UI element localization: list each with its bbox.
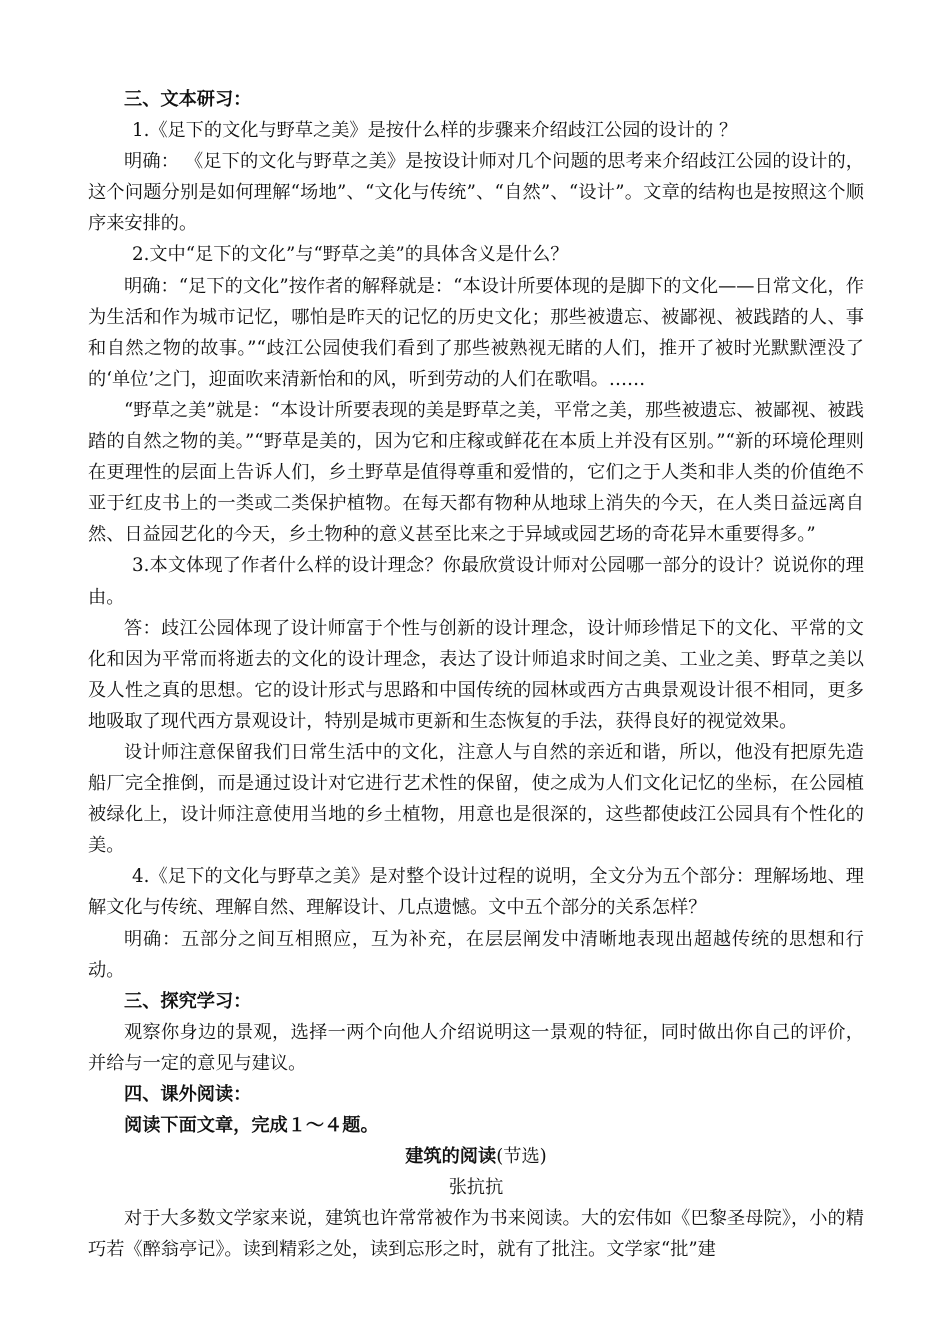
answer-2-part-2: “野草之美”就是：“本设计所要表现的美是野草之美，平常之美，那些被遗忘、被鄙视、被践踏的自然之物的美。”“野草是美的，因为它和庄稼或鲜花在本质上并没有区别。”“新的环境伦理则在更理性的层面上告诉人们，乡土野草是值得尊重和爱惜的，它们之于人类和非人类的价值绝不亚于红皮书上的一类或二类保护植物。在每天都有物种从地球上消失的今天，在人类日益远离自然、日益园艺化的今天，乡土物种的意义甚至比来之于异域或园艺场的奇花异木重要得多。”: [88, 399, 864, 546]
answer-2-part-1: 明确：“足下的文化”按作者的解释就是：“本设计所要体现的是脚下的文化——日常文化，作为生活和作为城市记忆，哪怕是昨天的记忆的历史文化；那些被遗忘、被鄙视、被践踏的人、事和自然之物的故事。”“歧江公园使我们看到了那些被熟视无睹的人们，推开了被时光默默湮没了的‘单位’之门，迎面吹来清新怡和的风，听到劳动的人们在歌唱。……: [88, 275, 864, 390]
question-2: 2.文中“足下的文化”与“野草之美”的具体含义是什么？: [132, 244, 569, 266]
explore-text: 观察你身边的景观，选择一两个向他人介绍说明这一景观的特征，同时做出你自己的评价，并给与一定的意见与建议。: [88, 1021, 864, 1074]
answer-3-part-2: 设计师注意保留我们日常生活中的文化，注意人与自然的亲近和谐，所以，他没有把原先造船厂完全推倒，而是通过设计对它进行艺术性的保留，使之成为人们文化记忆的坐标，在公园植被绿化上，设计师注意使用当地的乡土植物，用意也是很深的，这些都使歧江公园具有个性化的美。: [88, 741, 864, 857]
section-heading-reading: 四、课外阅读：: [124, 1084, 252, 1105]
question-4: 4.《足下的文化与野草之美》是对整个设计过程的说明，全文分为五个部分：理解场地、理解文化与传统、理解自然、理解设计、几点遗憾。文中五个部分的关系怎样？: [88, 866, 864, 919]
article-title: 建筑的阅读: [405, 1146, 497, 1168]
question-3: 3.本文体现了作者什么样的设计理念？你最欣赏设计师对公园哪一部分的设计？说说你的理由。: [88, 555, 864, 608]
section-heading-explore: 三、探究学习：: [124, 990, 252, 1012]
answer-1: 明确： 《足下的文化与野草之美》是按设计师对几个问题的思考来介绍歧江公园的设计的，这个问题分别是如何理解“场地”、“文化与传统”、“自然”、“设计”。文章的结构也是按照这个顺序来安排的。: [88, 151, 864, 235]
article-title-line: [88, 1141, 864, 1172]
section-heading-text-study: 三、文本研习：: [124, 89, 252, 110]
article-author: 张抗抗: [448, 1177, 504, 1199]
question-1: 1.《足下的文化与野草之美》是按什么样的步骤来介绍歧江公园的设计的 ？: [132, 120, 738, 142]
answer-4: 明确：五部分之间互相照应，互为补充，在层层阐发中清晰地表现出超越传统的思想和行动。: [88, 928, 864, 981]
document-page: [88, 84, 864, 1266]
article-body: 对于大多数文学家来说，建筑也许常常被作为书来阅读。大的宏伟如《巴黎圣母院》，小的精巧若《醉翁亭记》。读到精彩之处，读到忘形之时，就有了批注。文学家“批”建: [88, 1208, 864, 1261]
reading-instruction: 阅读下面文章，完成１～４题。: [124, 1115, 379, 1137]
answer-3-part-1: 答：歧江公园体现了设计师富于个性与创新的设计理念，设计师珍惜足下的文化、平常的文化和因为平常而将逝去的文化的设计理念，表达了设计师追求时间之美、工业之美、野草之美以及人性之真的思想。它的设计形式与思路和中国传统的园林或西方古典景观设计很不相同，更多地吸取了现代西方景观设计，特别是城市更新和生态恢复的手法，获得良好的视觉效果。: [88, 617, 864, 732]
article-title-note: (节选): [496, 1146, 547, 1168]
